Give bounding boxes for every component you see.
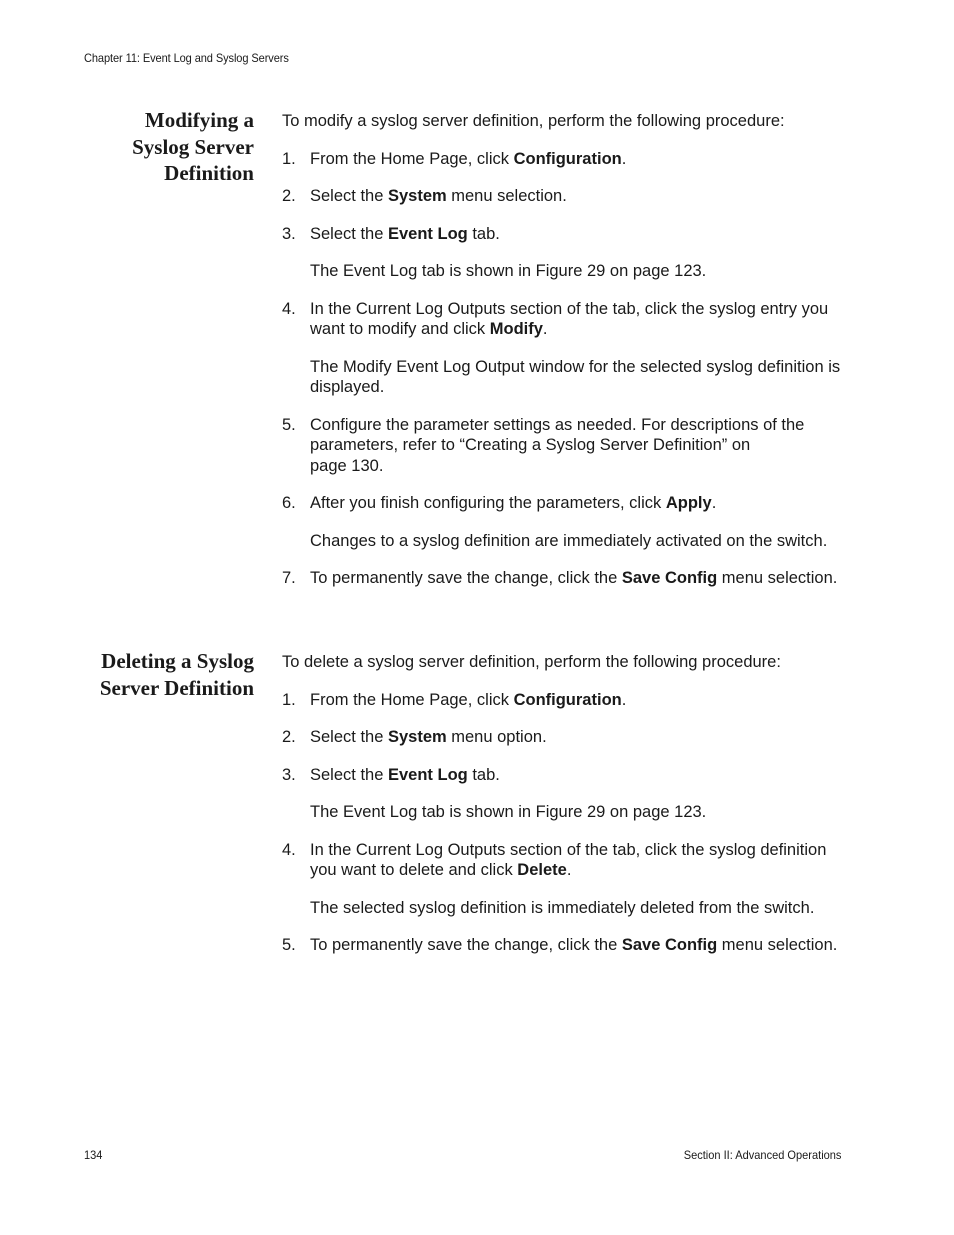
ui-term: Event Log [387,765,468,784]
step-text-end: menu option. [446,728,547,746]
step-text-end: tab. [467,765,500,784]
step-text: In the Current Log Outputs section of the tab, click the syslog entry you want to modify and click [310,299,829,338]
step-note: The selected syslog definition is immediately deleted from the switch. [310,898,815,917]
step-text: To permanently save the change, click the [310,936,622,954]
step-text: Configure the parameter settings as needed. For descriptions of the parameters, refer to “Creating a Syslog Server Definition” on [310,415,805,454]
step-item [282,568,852,589]
step-item [282,690,852,711]
modify-intro: To modify a syslog server definition, perform the following procedure: [282,112,785,130]
step-number: 7. [282,569,296,587]
step-number: 1. [282,149,296,168]
step-item [282,765,852,823]
delete-section-title [64,648,254,701]
step-item [282,727,852,748]
step-text-end: . [711,494,717,512]
ui-term: Configuration [513,149,622,168]
modify-section-title [64,107,254,187]
step-item [282,415,852,477]
step-number: 3. [282,765,296,784]
step-text-end: . [542,320,548,338]
step-number: 2. [282,187,296,205]
page-number: 134 [84,1148,103,1162]
ui-term: Save Config [621,936,718,954]
modify-title-line: Syslog Server [132,134,254,159]
footer-section-title: Section II: Advanced Operations [683,1148,841,1162]
step-text-end: menu selection. [717,569,838,587]
step-number: 1. [282,690,296,709]
ui-term: Save Config [621,569,718,587]
delete-section-body [282,652,852,973]
delete-title-line: Server Definition [99,675,254,700]
step-text: Select the [310,728,388,746]
step-text-line2: page 130. [310,456,384,475]
running-head: Chapter 11: Event Log and Syslog Servers [84,51,289,65]
step-text: Select the [310,187,388,205]
step-note: The Event Log tab is shown in Figure 29 on page 123. [310,803,707,821]
ui-term: Delete [517,861,567,879]
modify-title-line: Definition [164,161,254,185]
ui-term: System [387,728,447,746]
ui-term: Event Log [387,224,468,243]
ui-term: Modify [489,320,543,338]
step-text-end: . [621,149,627,168]
step-item [282,186,852,207]
ui-term: Configuration [513,690,622,709]
delete-steps [282,690,852,956]
step-item [282,493,852,551]
step-text-end: menu selection. [717,936,838,954]
step-item [282,840,852,919]
step-item [282,149,852,170]
ui-term: System [387,187,447,205]
step-note: The Event Log tab is shown in Figure 29 on page 123. [310,262,707,280]
step-item [282,224,852,282]
modify-section-body [282,111,852,606]
step-text-end: tab. [467,224,500,243]
step-text-end: . [566,861,572,879]
step-number: 5. [282,936,296,954]
step-text: Select the [310,765,388,784]
step-text: From the Home Page, click [310,149,514,168]
step-text-end: . [621,690,627,709]
step-number: 4. [282,840,296,859]
step-text: From the Home Page, click [310,690,514,709]
step-item [282,299,852,398]
step-number: 4. [282,299,296,318]
step-number: 5. [282,415,296,434]
step-text: To permanently save the change, click the [310,569,622,587]
step-note: Changes to a syslog definition are immediately activated on the switch. [310,531,828,550]
step-note: The Modify Event Log Output window for the selected syslog definition is displayed. [310,357,841,396]
step-number: 3. [282,224,296,243]
modify-title-line: Modifying a [144,108,254,132]
step-number: 2. [282,728,296,746]
step-number: 6. [282,494,296,512]
step-item [282,935,852,956]
ui-term: Apply [665,494,712,512]
step-text: After you finish configuring the parameters, click [310,494,666,512]
modify-steps [282,149,852,589]
delete-title-line: Deleting a Syslog [101,649,254,673]
step-text-end: menu selection. [446,187,567,205]
step-text: In the Current Log Outputs section of the tab, click the syslog definition you want to delete and click [310,840,827,879]
delete-intro: To delete a syslog server definition, perform the following procedure: [282,653,781,671]
step-text: Select the [310,224,388,243]
